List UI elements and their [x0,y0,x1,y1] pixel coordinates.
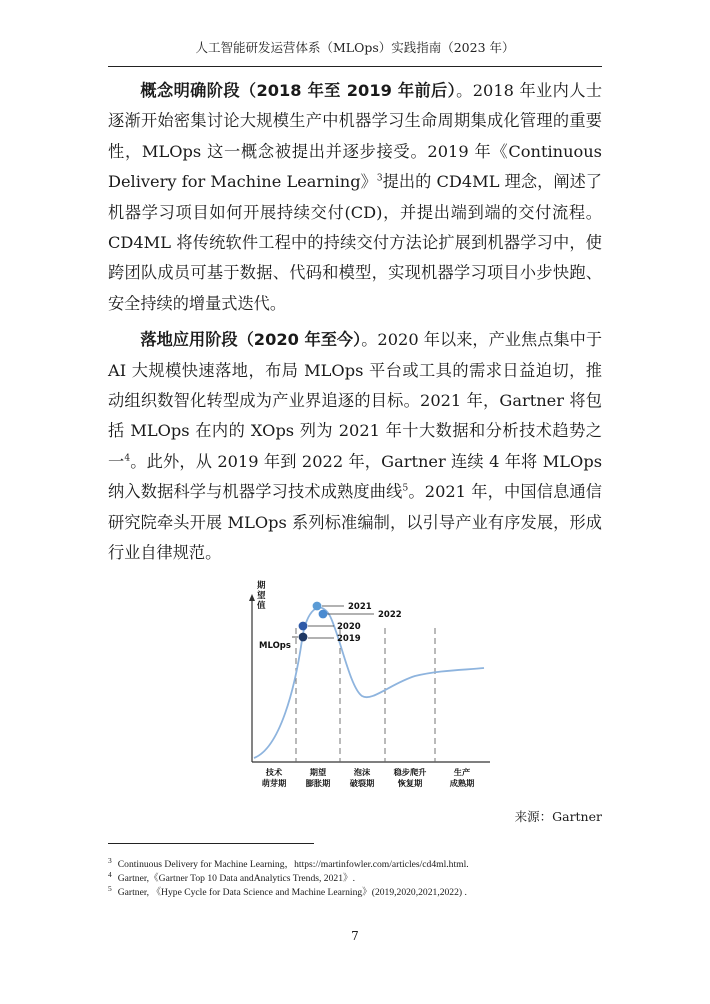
footnote-ref[interactable]: 4 [124,453,131,464]
phase-label-line2: 膨胀期 [305,778,331,788]
page-number: 7 [351,929,359,943]
phase-label-line1: 稳步爬升 [393,767,427,777]
header-rule [108,66,602,67]
phase-label-line2: 恢复期 [397,778,423,788]
phase-label-line2: 萌芽期 [261,778,287,788]
footnotes [108,855,608,901]
hype-curve [254,608,484,758]
footnote-4 [108,872,608,886]
phase-label-line1: 期望 [309,767,327,777]
footnote-text: Gartner,《Gartner Top 10 Data andAnalytics Trends, 2021》. [117,873,355,885]
hype-cycle-figure [240,578,502,800]
y-axis-label-char-2: 望 [257,591,266,601]
footnote-5 [108,886,608,900]
body-text [108,76,602,575]
year-label-2021: 2021 [348,602,372,612]
dot-2021 [313,602,322,611]
dot-2020 [299,622,308,631]
dot-2022 [319,610,328,619]
footnote-number: 4 [108,870,112,880]
y-axis-label-char-3: 值 [257,601,266,611]
footnote-ref[interactable]: 3 [376,173,383,184]
paragraph-text: 提出的 CD4ML 理念，阐述了机器学习项目如何开展持续交付(CD)，并提出端到端的交付流程。CD4ML 将传统软件工程中的持续交付方法论扩展到机器学习中，使跨团队成员可基于数据、代码和模型，实现机器学习项目小步快跑、安全持续的增量式迭代。 [108,172,602,313]
paragraph-text: 。2020 年以来，产业焦点集中于 AI 大规模快速落地，布局 MLOps 平台或工具的需求日益迫切，推动组织数智化转型成为产业界追逐的目标。2021 年，Gartner 将包括 MLOps 在内的 XOps 列为 2021 年十大数据和分析技术趋势之一 [108,330,603,471]
footnote-rule [108,843,314,844]
paragraph-heading: 概念明确阶段（2018 年至 2019 年前后） [140,81,457,100]
paragraph-application-stage [108,325,602,568]
dot-2019 [299,633,308,642]
footnote-ref[interactable]: 5 [402,483,409,494]
y-axis-label [256,580,268,611]
phase-label-line1: 技术 [265,767,283,777]
phase-label-line1: 泡沫 [353,767,371,777]
footnote-text[interactable]: Continuous Delivery for Machine Learning，https://martinfowler.com/articles/cd4ml.html. [117,859,469,870]
year-label-2022: 2022 [378,610,402,620]
paragraph-text: 。此外，从 2019 年到 2022 年，Gartner 连续 4 年将 MLOps 纳入数据科学与机器学习技术成熟度曲线 [108,451,602,502]
year-label-2019: 2019 [337,634,361,644]
footnote-text: Gartner, 《Hype Cycle for Data Science and Machine Learning》(2019,2020,2021,2022) . [117,887,467,899]
paragraph-text: 。2021 年，中国信息通信研究院牵头开展 MLOps 系列标准编制，以引导产业有序发展，形成行业自律规范。 [108,482,602,563]
figure-source: 来源：Gartner [514,809,602,824]
footnote-3 [108,855,608,872]
footnote-number: 5 [108,884,112,894]
y-axis-arrow-icon [249,594,255,601]
hype-cycle-diagram [240,578,502,800]
year-label-2020: 2020 [337,622,361,632]
phase-label-line2: 成熟期 [449,778,475,788]
running-header: 人工智能研发运营体系（MLOps）实践指南（2023 年） [195,40,515,55]
phase-label-line1: 生产 [453,767,471,777]
mlops-label: MLOps [259,641,291,651]
y-axis-label-char-1: 期 [257,581,266,591]
paragraph-concept-stage [108,76,602,319]
footnote-number: 3 [108,855,112,865]
phase-label-line2: 破裂期 [349,778,375,788]
paragraph-text: 。2018 年业内人士逐渐开始密集讨论大规模生产中机器学习生命周期集成化管理的重要性，MLOps 这一概念被提出并逐步接受。2019 年《Continuous Delivery for Machine Learning》 [108,81,603,192]
paragraph-heading: 落地应用阶段（2020 年至今） [140,330,362,350]
